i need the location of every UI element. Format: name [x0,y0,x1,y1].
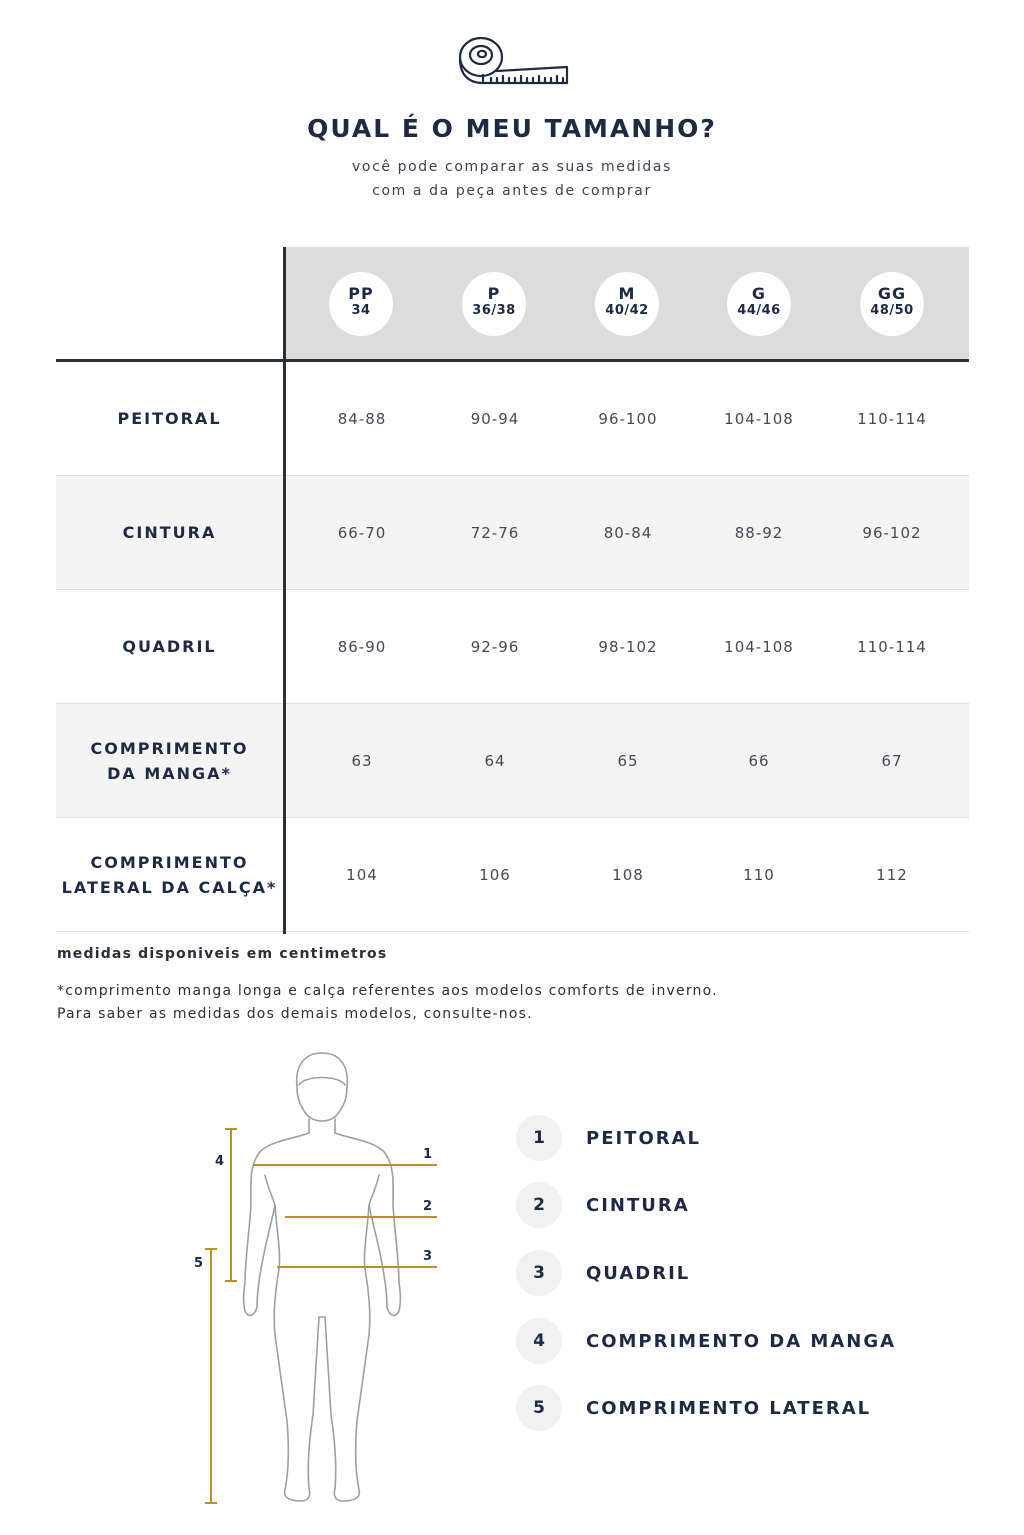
size-label: GG [877,284,907,303]
table-cell: 84-88 [337,409,387,428]
size-badge-p [462,272,526,336]
legend-label: CINTURA [586,1194,690,1216]
legend-item [516,1250,976,1296]
table-row-peitoral [56,362,969,476]
table-cell: 86-90 [337,637,387,656]
size-badge-m [595,272,659,336]
size-badge-g [727,272,791,336]
table-cell: 104-108 [724,409,794,428]
row-label-line-1: COMPRIMENTO [90,738,249,758]
row-label-line-1: QUADRIL [122,637,217,656]
table-cell: 92-96 [470,637,520,656]
table-cell: 66-70 [337,523,387,542]
table-cell: 104 [346,865,378,884]
row-label-line-1: CINTURA [122,523,217,542]
table-row-comprimento-calca [56,818,969,932]
size-badge-pp [329,272,393,336]
table-cell: 110-114 [857,409,927,428]
legend-number: 2 [516,1182,562,1228]
measuring-tape-icon [457,33,569,93]
table-cell: 104-108 [724,637,794,656]
size-label: M [618,284,636,303]
size-badge-gg [860,272,924,336]
row-label [56,818,283,931]
legend-label: PEITORAL [586,1127,702,1149]
table-cell: 96-100 [598,409,658,428]
size-label: G [751,284,767,303]
size-number: 34 [351,303,371,318]
figure-marker-1: 1 [423,1147,433,1162]
legend-item [516,1385,976,1431]
header-divider [56,359,969,362]
figure-marker-5: 5 [194,1256,204,1271]
footnote [57,980,718,1026]
page-subtitle [0,155,1024,203]
table-cell: 112 [876,865,908,884]
legend-item [516,1182,976,1228]
legend-item [516,1318,976,1364]
table-cell: 80-84 [603,523,653,542]
footnote-line-1: *comprimento manga longa e calça referentes aos modelos comforts de inverno. [57,983,718,999]
table-cell: 90-94 [470,409,520,428]
footnote-line-2: Para saber as medidas dos demais modelos, consulte-nos. [57,1006,533,1022]
legend-label: COMPRIMENTO DA MANGA [586,1330,897,1352]
table-cell: 64 [484,751,506,770]
row-label-line-2: DA MANGA* [107,763,232,783]
size-number: 40/42 [605,303,649,318]
table-row-comprimento-manga [56,704,969,818]
legend-item [516,1115,976,1161]
legend-number: 1 [516,1115,562,1161]
table-cell: 65 [617,751,639,770]
table-cell: 110-114 [857,637,927,656]
size-number: 44/46 [737,303,781,318]
legend-number: 4 [516,1318,562,1364]
row-label [56,590,283,703]
table-row-quadril [56,590,969,704]
table-cell: 110 [743,865,775,884]
legend-number: 3 [516,1250,562,1296]
row-label-line-1: COMPRIMENTO [90,852,249,872]
subtitle-line-2: com a da peça antes de comprar [372,183,652,199]
table-cell: 88-92 [734,523,784,542]
row-label-line-1: PEITORAL [117,409,222,428]
table-cell: 108 [612,865,644,884]
size-label: P [487,284,501,303]
row-label-line-2: LATERAL DA CALÇA* [61,877,278,897]
table-cell: 106 [479,865,511,884]
size-number: 36/38 [472,303,516,318]
units-note: medidas disponiveis em centimetros [57,946,388,962]
figure-marker-3: 3 [423,1249,433,1264]
legend-label: QUADRIL [586,1262,691,1284]
label-column-divider [283,247,286,934]
table-cell: 72-76 [470,523,520,542]
table-cell: 96-102 [862,523,922,542]
table-cell: 98-102 [598,637,658,656]
legend-number: 5 [516,1385,562,1431]
size-number: 48/50 [870,303,914,318]
table-cell: 67 [881,751,903,770]
table-cell: 63 [351,751,373,770]
legend-label: COMPRIMENTO LATERAL [586,1397,872,1419]
figure-marker-2: 2 [423,1199,433,1214]
size-label: PP [348,284,374,303]
row-label [56,704,283,817]
table-cell: 66 [748,751,770,770]
row-label [56,476,283,589]
subtitle-line-1: você pode comparar as suas medidas [352,159,672,175]
table-row-cintura [56,476,969,590]
row-label [56,362,283,475]
page-title: QUAL É O MEU TAMANHO? [307,114,717,143]
body-outline-icon [185,1045,455,1515]
size-table [56,247,969,934]
figure-marker-4: 4 [215,1154,225,1169]
